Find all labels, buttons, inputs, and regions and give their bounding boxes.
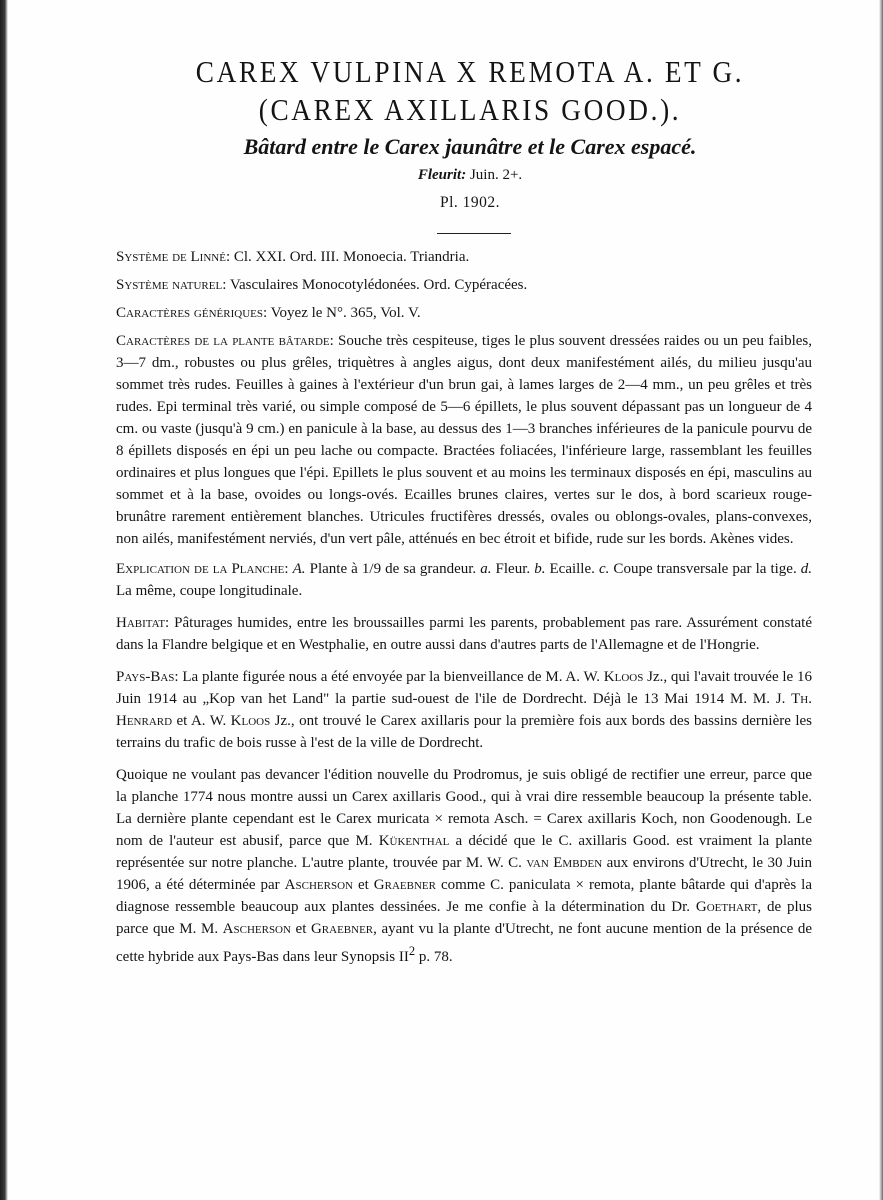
planche-fig-a: a. [480, 561, 492, 577]
linne-text: Cl. XXI. Ord. III. Monoecia. Triandria. [233, 249, 470, 265]
planche-text-3: Fleur. [491, 561, 535, 577]
final-paragraph [116, 764, 812, 968]
naturel-text: Vasculaires Monocotylédonées. Ord. Cypéracées. [229, 277, 528, 293]
flowering-label: Fleurit: [417, 167, 467, 183]
final-text-4: aux environs d'Utrecht, le 30 Juin 1906, a été déterminée par [116, 855, 812, 893]
batarde-label: Caractères de la plante bâtarde: [116, 333, 334, 349]
divider-rule [437, 233, 511, 234]
final-text-7: remota, plante bâtarde qui d'après la diagnose ressemble beaucoup aux plantes dessinées. Je me confie à la détermination du Dr. [116, 877, 813, 915]
planche-text-6: La même, coupe longitudinale. [116, 583, 303, 599]
planche-label: Explication de la Planche: [116, 561, 289, 577]
final-text-10: , ayant vu la plante d'Utrecht, ne font aucune mention de la présence de cette hybride aux Pays-Bas dans leur Synopsis II [116, 921, 812, 965]
linne-label: Système de Linné: [116, 249, 231, 265]
batarde-text: Souche très cespiteuse, tiges le plus souvent dressées raides ou un peu faibles, 3—7 dm., robustes ou plus grêles, triquètres à angles aigus, dont deux manifestément ailés, du milieu jusqu'au sommet très rudes. Feuilles à gaines à l'extérieur d'un brun gai, à lames larges de 2—4 mm., un peu grêles et très rudes. Epi terminal très varié, ou simple composé de 5—6 épillets, le plus souvent dépassant pas un longueur de 4 cm. ou vaste (jusqu'à 9 cm.) en panicule à la base, au dessus des 1—3 branches inférieures de la panicule pourvu de 8 épillets disposés en épi un peu lache ou compacte. Bractées foliacées, l'inférieure large, rassemblant les feuilles ordinaires et plus longues que l'épi. Epillets le plus souvent et au moins les terminaux disposés en épi, masculins au sommet et à la base, ovoides ou longs-ovés. Ecailles brunes claires, vertes sur le dos, à bord scarieux rouge-brunâtre rarement entièrement blanches. Utricules fructifères dressés, ovales ou oblongs-ovales, plans-convexes, non ailés, manifestément nerviés, d'un vert pâle, atténués en bec étroit et bifide, rude sur les bords. Akènes vides. [116, 333, 812, 547]
planche-fig-b: b. [534, 561, 546, 577]
person-graebner: Graebner [373, 877, 436, 893]
planche-text-4: Ecaille. [545, 561, 599, 577]
habitat-label: Habitat: [116, 615, 170, 631]
habitat-text: Pâturages humides, entre les broussailles parmi les parents, probablement pas rare. Assurément constaté dans la Flandre belgique et en Westphalie, en outre aussi dans d'autres parts de l'Allemagne et de l'Hongrie. [116, 615, 812, 653]
flowering-line [100, 164, 840, 186]
planche-fraction: 1/9 [361, 561, 382, 577]
person-henrard: Th. Henrard [116, 691, 812, 729]
final-text-3: a décidé que le C. axillaris Good. est vraiment la plante représentée sur notre planche. L'autre plante, trouvée par M. W. C. [116, 833, 812, 871]
paysbas-text-3: et A. W. [172, 713, 231, 729]
person-van-embden: van Embden [526, 855, 603, 871]
final-text-8: , de plus parce que M. M. [116, 899, 812, 937]
generiques-paragraph [116, 302, 812, 324]
final-text-2: remota Asch. = Carex axillaris Koch, non Goodenough. Le nom de l'auteur est abusif, parce que M. [116, 811, 812, 849]
generiques-text: Voyez le N°. 365, Vol. V. [270, 305, 421, 321]
person-goethart: Goethart [695, 899, 758, 915]
person-kukenthal: Kükenthal [378, 833, 450, 849]
naturel-paragraph [116, 274, 812, 296]
subtitle: Bâtard entre le Carex jaunâtre et le Carex espacé. [243, 134, 697, 159]
volume-superscript: 2 [408, 944, 416, 958]
person-ascherson: Ascherson [284, 877, 353, 893]
title-line-1: CAREX VULPINA X REMOTA A. ET G. [195, 54, 745, 89]
linne-paragraph [116, 246, 812, 268]
paysbas-text-4: Jz., ont trouvé le Carex axillaris pour la première fois aux bords des bassins dernière les terrains du trafic de bois russe à l'est de la ville de Dordrecht. [116, 713, 812, 751]
hybrid-cross-1: × [434, 811, 443, 827]
final-text-9: et [290, 921, 311, 937]
person-kloos: Kloos [603, 669, 644, 685]
paysbas-label: Pays-Bas: [116, 669, 179, 685]
planche-paragraph [116, 558, 812, 602]
paysbas-text-1: La plante figurée nous a été envoyée par la bienveillance de M. A. W. [182, 669, 604, 685]
naturel-label: Système naturel: [116, 277, 227, 293]
planche-fig-d: d. [800, 561, 813, 577]
flowering-value: Juin. 2+. [469, 167, 523, 183]
generiques-label: Caractères génériques: [116, 305, 268, 321]
person-ascherson-2: Ascherson [222, 921, 291, 937]
person-graebner-2: Graebner [310, 921, 374, 937]
planche-text-5: Coupe transversale par la tige. [609, 561, 801, 577]
final-text-1: Quoique ne voulant pas devancer l'édition nouvelle du Prodromus, je suis obligé de rectifier une erreur, parce que la planche 1774 nous montre aussi un Carex axillaris Good., qui à vrai dire ressemble beaucoup la présente table. La dernière plante cependant est le Carex muricata [116, 767, 812, 827]
final-text-5: et [352, 877, 374, 893]
final-text-11: p. 78. [415, 949, 453, 965]
planche-text-1: Plante à [305, 561, 362, 577]
planche-fig-c: c. [598, 561, 610, 577]
planche-fig-A: A. [292, 561, 306, 577]
title-line-2: (CAREX AXILLARIS GOOD.). [258, 92, 682, 127]
planche-text-2: de sa grandeur. [381, 561, 481, 577]
habitat-paragraph [116, 612, 812, 656]
batarde-paragraph [116, 330, 812, 550]
final-text-6: comme C. paniculata [435, 877, 576, 893]
main-text [116, 240, 812, 968]
plate-number: Pl. 1902. [439, 194, 501, 211]
person-kloos-2: Kloos [230, 713, 271, 729]
hybrid-cross-2: × [575, 877, 584, 893]
binding-shadow-right [879, 0, 883, 1200]
paysbas-paragraph [116, 666, 812, 754]
binding-shadow-left [0, 0, 8, 1200]
paysbas-text-2: Jz., qui l'avait trouvée le 16 Juin 1914 au „Kop van het Land" la partie sud-ouest de l'ile de Dordrecht. Déjà le 13 Mai 1914 M. M. J. [116, 669, 812, 707]
